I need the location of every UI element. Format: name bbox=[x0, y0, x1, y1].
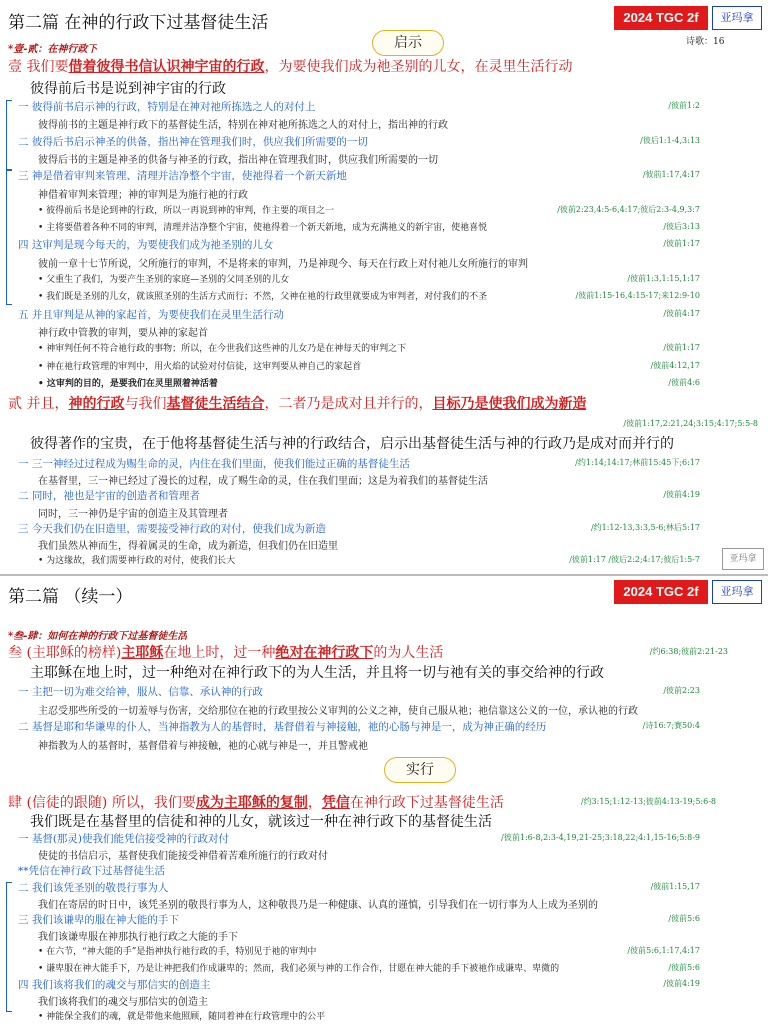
point-three: 叁 (主耶稣的榜样)主耶稣在地上时，过一种绝对在神行政下的为人生活 bbox=[8, 645, 444, 661]
point-one-body: 彼得前后书是说到神宇宙的行政 bbox=[30, 81, 226, 97]
item-body: 神行政中管教的审判，要从神的家起首 bbox=[38, 327, 208, 339]
scripture-ref: /彼前4:19 bbox=[663, 490, 700, 500]
outline-item: 四 我们该将我们的魂交与那信实的创造主 bbox=[18, 978, 211, 991]
bullet-item: • 我们既是圣别的儿女，就该照圣别的生活方式而行；不然，父神在祂的行政里就要成为审判者，对付我们的不圣 bbox=[38, 292, 488, 303]
outline-item: **凭信在神行政下过基督徒生活 bbox=[18, 865, 165, 878]
outline-item: 二 彼得后书启示神圣的供备，指出神在管理我们时，供应我们所需要的一切 bbox=[18, 135, 368, 148]
item-body: 我们虽然从神而生，得着属灵的生命，成为新造，但我们仍在旧造里 bbox=[38, 541, 338, 552]
page1-title: 第二篇 在神的行政下过基督徒生活 bbox=[8, 13, 269, 33]
outline-item: 三 神是借着审判来管理、清理并洁净整个宇宙，使祂得着一个新天新地 bbox=[18, 170, 347, 183]
practice-oval: 实行 bbox=[384, 757, 456, 783]
scripture-ref: /彼前2:23,4:5-6,4:17;彼后2:3-4,9,3:7 bbox=[557, 204, 700, 214]
scripture-ref: /彼前1:15,17 bbox=[650, 881, 700, 891]
item-body: 彼得后书的主题是神圣的供备与神圣的行政，指出神在管理我们时，供应我们所需要的一切 bbox=[38, 154, 438, 166]
point-two: 贰 并且，神的行政与我们基督徒生活结合，二者乃是成对且并行的，目标乃是使我们成为新造 bbox=[8, 396, 587, 412]
scripture-ref: /彼前5:6,1:17,4:17 bbox=[627, 946, 700, 956]
item-body: 我们在寄居的时日中，该凭圣别的敬畏行事为人，这种敬畏乃是一种健康、认真的谨慎，引导我们在一切行事为人上成为圣别的 bbox=[38, 899, 598, 911]
scripture-ref: /彼前1:17 /彼后2:2;4:17;彼后1:5-7 bbox=[569, 555, 700, 565]
revelation-oval: 启示 bbox=[372, 30, 444, 56]
outline-item: 一 基督(那灵)使我们能凭信接受神的行政对付 bbox=[18, 833, 230, 845]
item-body: 神借着审判来管理；神的审判是为施行祂的行政 bbox=[38, 189, 248, 201]
bullet-item: • 谦卑服在神大能手下，乃是让神把我们作成谦卑的；然而，我们必须与神的工作合作，甘愿在神大能的手下被祂作成谦卑、卑微的 bbox=[38, 963, 560, 974]
item-body: 神指教为人的基督时，基督借着与神接触，祂的心就与神是一，并且警戒祂 bbox=[38, 740, 368, 752]
scripture-ref: /约1:14;14:17;林前15:45下;6:17 bbox=[575, 458, 700, 467]
scripture-ref: /彼前4:19 bbox=[663, 978, 700, 988]
point-one: 壹 我们要借着彼得书信认识神宇宙的行政，为要使我们成为祂圣别的儿女，在灵里生活行动 bbox=[8, 59, 573, 75]
scripture-ref: /约1:12-13,3:3,5-6;林后5:17 bbox=[590, 522, 700, 532]
scripture-ref: /彼前5:6 bbox=[668, 962, 700, 972]
bullet-item: • 神能保全我们的魂，就是带他来他照顾，随同着神在行政管理中的公平 bbox=[38, 1012, 326, 1023]
scripture-ref: /彼前4:6 bbox=[668, 377, 700, 387]
scripture-ref: /彼前1:6-8,2:3-4,19,21-25;3:18,22;4:1,15-16;5:8-9 bbox=[501, 833, 700, 842]
scripture-ref: /彼前4:17 bbox=[663, 308, 700, 318]
page2-title: 第二篇 （续一） bbox=[8, 587, 133, 607]
conference-tag: 2024 TGC 2f bbox=[614, 6, 708, 30]
scripture-ref: /彼前4:12,17 bbox=[650, 360, 700, 370]
bullet-item: • 父重生了我们，为要产生圣别的家庭—圣别的父同圣别的儿女 bbox=[38, 275, 290, 285]
scripture-ref: /彼前1:15-16,4:15-17;来12:9-10 bbox=[575, 291, 700, 301]
outline-item: 五 并且审判是从神的家起首，为要使我们在灵里生活行动 bbox=[18, 308, 284, 321]
point-three-body: 主耶稣在地上时，过一种绝对在神行政下的为人生活，并且将一切与祂有关的事交给神的行政 bbox=[30, 665, 604, 681]
item-body: 同时，三一神仍是宇宙的创造主及其管理者 bbox=[38, 508, 228, 520]
item-body: 我们该将我们的魂交与那信实的创造主 bbox=[38, 997, 208, 1008]
item-body: 彼前一章十七节所说，父所施行的审判，不是将来的审判，乃是神现今、每天在行政上对付祂儿女所施行的审判 bbox=[38, 258, 528, 270]
bullet-item: • 这审判的目的，是要我们在灵里照着神活着 bbox=[38, 378, 218, 389]
author-stamp: 亚玛拿 bbox=[722, 548, 764, 570]
item-body: 我们该谦卑服在神那执行祂行政之大能的手下 bbox=[38, 932, 238, 944]
section-head: *壹-贰：在神行政下 bbox=[8, 44, 98, 55]
scripture-ref: /诗16:7;赛50:4 bbox=[642, 721, 700, 730]
point-four-body: 我们既是在基督里的信徒和神的儿女，就该过一种在神行政下的基督徒生活 bbox=[30, 814, 492, 830]
scripture-ref: /彼前2:23 bbox=[663, 686, 700, 695]
point-two-body: 彼得著作的宝贵，在于他将基督徒生活与神的行政结合，启示出基督徒生活与神的行政乃是成对而并行的 bbox=[30, 436, 674, 452]
bullet-item: • 神审判任何不符合祂行政的事物；所以，在今世我们这些神的儿女乃是在神每天的审判之下 bbox=[38, 344, 407, 355]
conference-tag-2: 2024 TGC 2f bbox=[614, 580, 708, 604]
hymn-number: 诗歌：16 bbox=[686, 37, 725, 47]
section-head-2: *叁-肆：如何在神的行政下过基督徒生活 bbox=[8, 631, 188, 642]
scripture-ref: /彼前5:6 bbox=[668, 914, 700, 923]
point-one-highlight: 借着彼得书信认识神宇宙的行政 bbox=[68, 59, 265, 75]
outline-item: 三 今天我们仍在旧造里，需要接受神行政的对付，使我们成为新造 bbox=[18, 522, 326, 535]
bullet-item: • 在六节，“神大能的手”是指神执行祂行政的手，特别见于祂的审判中 bbox=[38, 947, 317, 958]
author-badge: 亚玛拿 bbox=[712, 6, 762, 30]
outline-item: 一 三一神经过过程成为赐生命的灵，内住在我们里面，使我们能过正确的基督徒生活 bbox=[18, 458, 410, 470]
scripture-ref: /彼后1:1-4,3:13 bbox=[640, 135, 700, 145]
outline-item: 二 同时，祂也是宇宙的创造者和管理者 bbox=[18, 490, 200, 503]
scripture-ref: /彼前1:17,4:17 bbox=[642, 170, 700, 180]
scripture-ref: /彼前1:17 bbox=[663, 239, 700, 249]
point-three-ref: /约6:38;彼前2:21-23 bbox=[649, 647, 728, 656]
item-body: 彼得前书的主题是神行政下的基督徒生活，特别在神对祂所拣选之人的对付上，指出神的行政 bbox=[38, 120, 448, 132]
item-body: 使徒的书信启示，基督使我们能接受神借着苦难所施行的行政对付 bbox=[38, 851, 328, 863]
bullet-item: • 神在祂行政管理的审判中，用火焰的试验对付信徒，这审判要从神自己的家起首 bbox=[38, 361, 362, 372]
scripture-ref: /彼后3:13 bbox=[663, 222, 700, 232]
author-badge-2: 亚玛拿 bbox=[712, 580, 762, 604]
scripture-ref: /彼前1:3,1:15,1:17 bbox=[627, 274, 700, 283]
outline-item: 二 我们该凭圣别的敬畏行事为人 bbox=[18, 881, 169, 894]
bullet-item: • 为这缘故，我们需要神行政的对付，使我们长大 bbox=[38, 556, 236, 567]
item-body: 主忍受那些所受的一切羞辱与伤害，交给那位在祂的行政里按公义审判的公义之神，使自己服从祂；祂信靠这公义的一位，承认祂的行政 bbox=[38, 705, 638, 717]
point-four-ref: /约3:15;1:12-13;彼前4:13-19;5:6-8 bbox=[580, 797, 716, 806]
item-body: 在基督里，三一神已经过了漫长的过程，成了赐生命的灵，住在我们里面；这是为着我们的基督徒生活 bbox=[38, 476, 488, 488]
scripture-ref: /彼前1:2 bbox=[668, 101, 700, 110]
outline-item: 四 这审判是现今每天的，为要使我们成为祂圣别的儿女 bbox=[18, 239, 274, 252]
outline-item: 二 基督是耶和华谦卑的仆人，当神指教为人的基督时，基督借着与神接触，祂的心肠与神是一，成为神正确的经历 bbox=[18, 721, 547, 733]
bullet-item: • 主将要借着各种不同的审判，清理并洁净整个宇宙，使祂得着一个新天新地，成为充满祂义的新宇宙，使祂喜悦 bbox=[38, 223, 488, 234]
point-two-ref: /彼前1:17,2:21,24;3:15;4:17;5:5-8 bbox=[623, 419, 758, 428]
outline-item: 一 主把一切为难交给神，服从、信靠、承认神的行政 bbox=[18, 686, 263, 698]
outline-item: 三 我们该谦卑的服在神大能的手下 bbox=[18, 914, 179, 926]
outline-item: 一 彼得前书启示神的行政，特别是在神对祂所拣选之人的对付上 bbox=[18, 101, 316, 113]
scripture-ref: /彼前1:17 bbox=[663, 343, 700, 353]
bullet-item: • 彼得前后书是论到神的行政，所以一再说到神的审判，作主要的项目之一 bbox=[38, 205, 335, 216]
point-four: 肆 (信徒的跟随) 所以，我们要成为主耶稣的复制，凭信在神行政下过基督徒生活 bbox=[8, 795, 504, 811]
